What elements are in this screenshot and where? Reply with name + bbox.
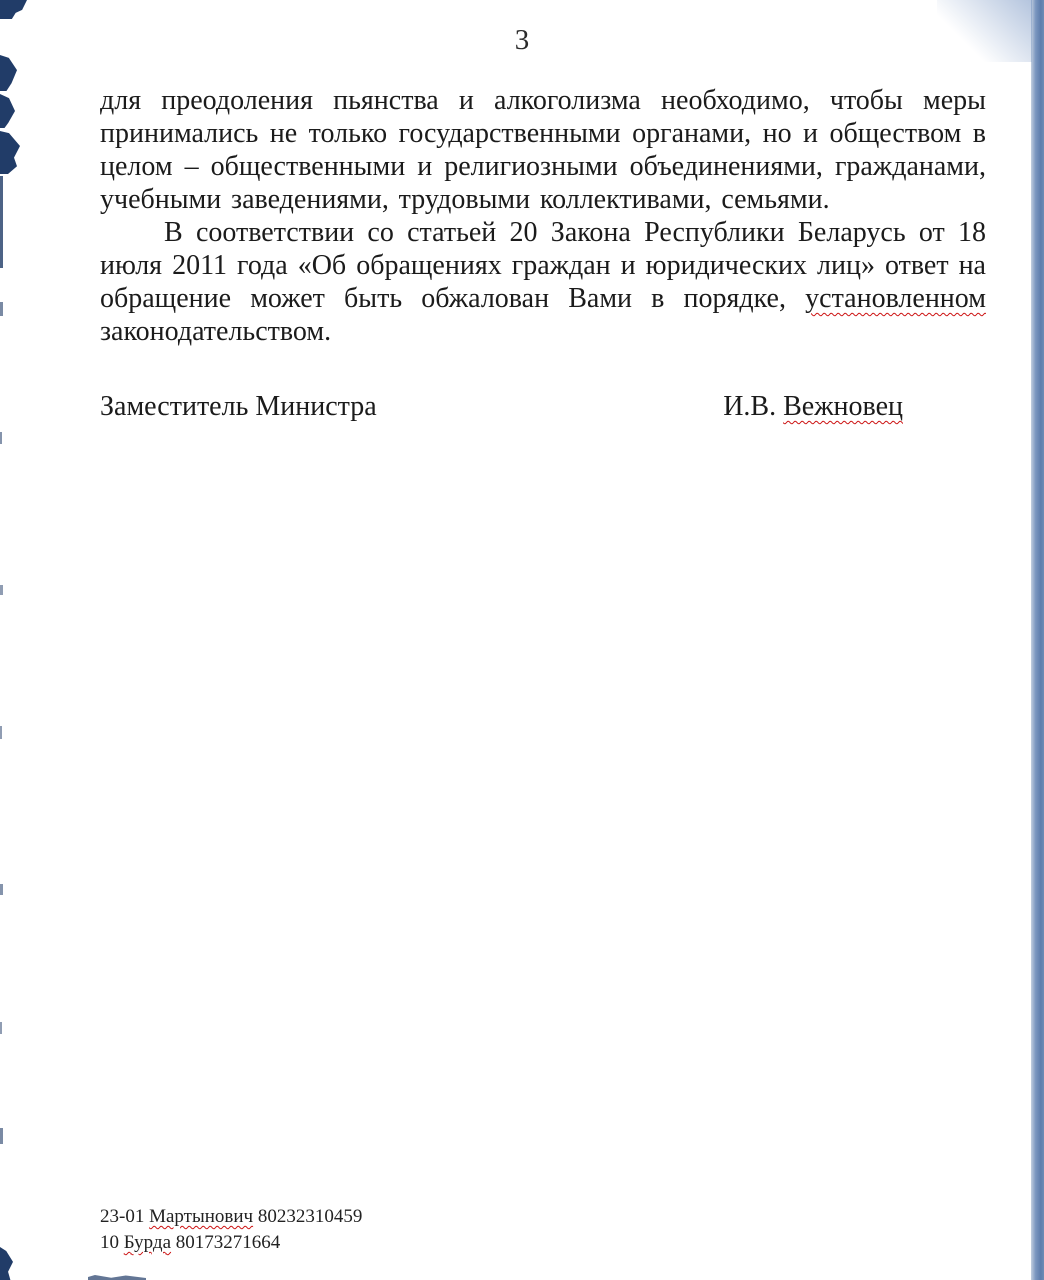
reference-footer — [100, 1204, 362, 1256]
paragraph-2-text-end: законодательством. — [100, 316, 332, 347]
signature-title: Заместитель Министра — [100, 391, 377, 422]
document-body — [100, 84, 986, 423]
scan-edge-artifact — [0, 55, 17, 91]
scan-edge-speck — [0, 884, 3, 895]
signature-initials: И.В. — [723, 391, 777, 422]
footer-code: 23-01 — [100, 1206, 145, 1227]
paragraph-2 — [100, 216, 986, 348]
footer-phone-2: 80173271664 — [175, 1232, 281, 1253]
paragraph-2-text: В соответствии со статьей 20 Закона Республики Беларусь от 18 июля 2011 года «Об обращениях граждан и юридических лиц» ответ на обращение может быть обжалован Вами в порядке, — [100, 217, 986, 314]
scan-edge-speck — [0, 726, 2, 739]
footer-executor-name: Мартынович — [149, 1206, 254, 1227]
scan-edge-artifact — [0, 131, 20, 174]
footer-code-2: 10 — [100, 1232, 119, 1253]
footer-line-2 — [100, 1230, 362, 1256]
footer-line-1 — [100, 1204, 362, 1230]
scan-edge-artifact — [0, 176, 3, 268]
footer-executor-name-2: Бурда — [123, 1232, 172, 1253]
scan-edge-speck — [0, 302, 3, 316]
scan-edge-artifact — [0, 1247, 13, 1280]
page-edge-stripe — [1031, 0, 1044, 1280]
misspelled-word: установленном — [805, 283, 986, 314]
scan-edge-speck — [0, 585, 3, 595]
footer-phone: 80232310459 — [257, 1206, 363, 1227]
scan-edge-speck — [0, 1022, 2, 1034]
scan-edge-speck — [0, 1128, 3, 1144]
signature-surname: Вежновец — [783, 391, 903, 422]
scan-edge-artifact — [88, 1275, 146, 1280]
signature-row — [100, 390, 903, 423]
scan-edge-speck — [0, 432, 2, 444]
page-number: 3 — [514, 24, 530, 56]
paragraph-1: для преодоления пьянства и алкоголизма необходимо, чтобы меры принимались не только государственными органами, но и обществом в целом – общественными и религиозными объединениями, гражданами, учебными заведениями, трудовыми коллективами, семьями. — [100, 85, 986, 215]
signature-name — [723, 390, 903, 423]
scan-edge-artifact — [0, 0, 27, 19]
scan-edge-artifact — [0, 94, 15, 128]
